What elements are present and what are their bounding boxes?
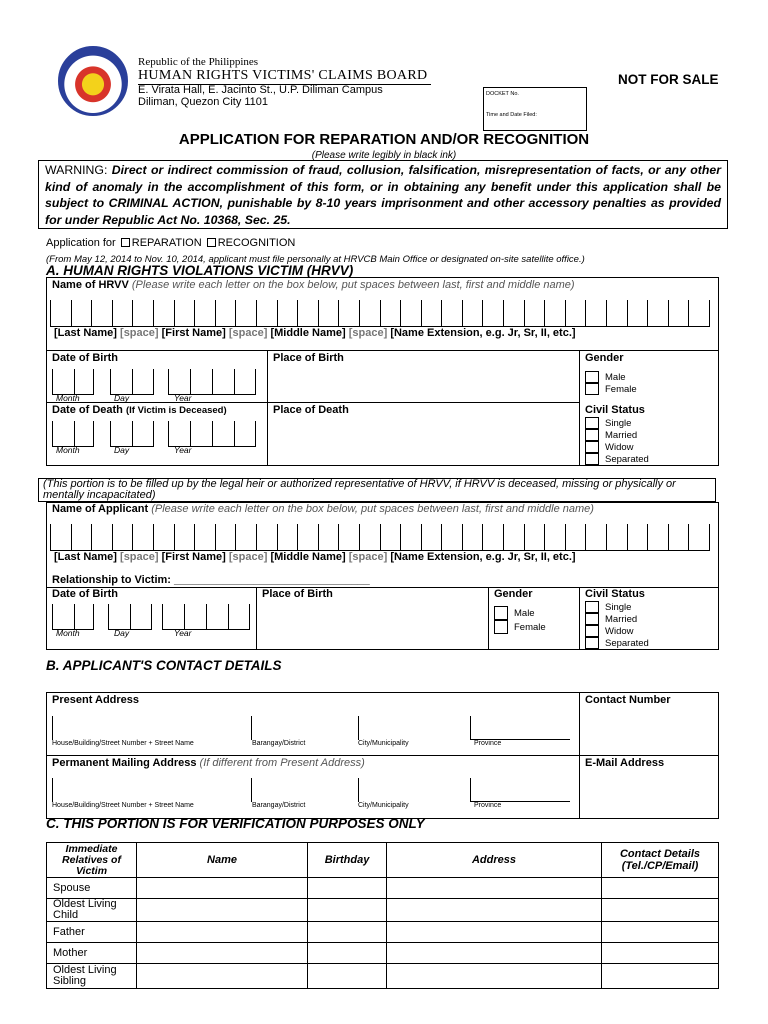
present-barangay-caption: Barangay/District — [252, 740, 306, 747]
board-address: E. Virata Hall, E. Jacinto St., U.P. Diliman Campus Diliman, Quezon City 1101 — [138, 84, 383, 108]
hrvv-civil-label: Civil Status — [585, 404, 645, 416]
applicant-gender-options[interactable]: Male Female — [494, 606, 546, 634]
header-address: Address — [387, 843, 602, 878]
applicant-dob-label: Date of Birth — [52, 588, 118, 600]
present-city-caption: City/Municipality — [358, 740, 409, 747]
hrvv-civil-options[interactable]: Single Married Widow Separated — [585, 417, 649, 465]
form-subtitle: (Please write legibly in black ink) — [311, 150, 457, 161]
permanent-barangay-caption: Barangay/District — [252, 802, 306, 809]
email-label: E-Mail Address — [585, 757, 665, 769]
hrvv-dod-month: Month — [56, 445, 80, 455]
present-address-label: Present Address — [52, 694, 140, 706]
form-title: APPLICATION FOR REPARATION AND/OR RECOGNITION — [178, 131, 590, 148]
republic-label: Republic of the Philippines — [138, 56, 259, 68]
board-name: HUMAN RIGHTS VICTIMS' CLAIMS BOARD — [138, 68, 431, 85]
present-province-caption: Province — [474, 740, 502, 747]
relationship-field[interactable]: Relationship to Victim: ________________________________ — [52, 574, 370, 586]
hrvv-dod-day: Day — [114, 445, 130, 455]
recognition-checkbox[interactable] — [207, 238, 216, 247]
hrvv-name-legend: [Last Name] [space] [First Name] [space] [Middle Name] [space] [Name Extension, e.g. Jr, Sr, II, etc.] — [54, 327, 576, 339]
application-type: Application for REPARATION RECOGNITION — [46, 237, 296, 249]
row-oldest-child: Oldest Living Child — [47, 899, 137, 922]
applicant-dob-day: Day — [114, 628, 130, 638]
hrvv-pob-label: Place of Birth — [273, 352, 344, 364]
row-oldest-sibling: Oldest Living Sibling — [47, 964, 137, 989]
permanent-house-caption: House/Building/Street Number + Street Name — [52, 802, 194, 809]
permanent-province-caption: Province — [474, 802, 502, 809]
applicant-dob-year: Year — [174, 628, 192, 638]
heir-note: (This portion is to be filled up by the legal heir or authorized representative of HRVV, if HRVV is deceased, missing or physically or mentally incapacitated) — [38, 478, 716, 502]
hrvv-dod-year: Year — [174, 445, 192, 455]
hrvv-pod-label: Place of Death — [273, 404, 349, 416]
header-birthday: Birthday — [308, 843, 387, 878]
permanent-address-label: Permanent Mailing Address (If different from Present Address) — [52, 757, 365, 769]
hrvv-dob-year: Year — [174, 393, 192, 403]
permanent-address-field[interactable] — [52, 778, 572, 802]
hrvv-name-label: Name of HRVV (Please write each letter on the box below, put spaces between last, first and middle name) — [52, 279, 575, 291]
hrvv-dob-boxes[interactable] — [52, 369, 256, 395]
hrvv-dob-day: Day — [114, 393, 130, 403]
applicant-name-boxes[interactable] — [50, 524, 710, 551]
applicant-dob-month: Month — [56, 628, 80, 638]
hrvv-dob-month: Month — [56, 393, 80, 403]
hrvv-gender-options[interactable]: Male Female — [585, 371, 637, 395]
applicant-name-legend: [Last Name] [space] [First Name] [space] [Middle Name] [space] [Name Extension, e.g. Jr, Sr, II, etc.] — [54, 551, 576, 563]
permanent-city-caption: City/Municipality — [358, 802, 409, 809]
applicant-name-label: Name of Applicant (Please write each letter on the box below, put spaces between last, first and middle name) — [52, 503, 594, 515]
reparation-checkbox[interactable] — [121, 238, 130, 247]
docket-box[interactable]: DOCKET No. Time and Date Filed: — [483, 87, 587, 131]
filing-note: (From May 12, 2014 to Nov. 10, 2014, applicant must file personally at HRVCB Main Office or designated on-site satellite office.) — [46, 254, 585, 265]
present-address-field[interactable] — [52, 716, 572, 740]
hrvv-gender-label: Gender — [585, 352, 624, 364]
applicant-dob-boxes[interactable] — [52, 604, 250, 630]
section-b-title: B. APPLICANT'S CONTACT DETAILS — [46, 658, 282, 673]
applicant-civil-options[interactable]: Single Married Widow Separated — [585, 601, 649, 649]
hrvv-name-boxes[interactable] — [50, 300, 710, 327]
present-house-caption: House/Building/Street Number + Street Name — [52, 740, 194, 747]
header-contact: Contact Details (Tel./CP/Email) — [602, 843, 719, 878]
section-a-title: A. HUMAN RIGHTS VIOLATIONS VICTIM (HRVV) — [46, 263, 354, 278]
hrvv-dod-boxes[interactable] — [52, 421, 256, 447]
contact-number-label: Contact Number — [585, 694, 671, 706]
applicant-pob-label: Place of Birth — [262, 588, 333, 600]
applicant-civil-label: Civil Status — [585, 588, 645, 600]
row-father: Father — [47, 922, 137, 943]
row-spouse: Spouse — [47, 878, 137, 899]
hrvv-dod-label: Date of Death (If Victim is Deceased) — [52, 404, 227, 416]
warning-box: WARNING: Direct or indirect commission of fraud, collusion, falsification, misrepresentation of facts, or any other kind of anomaly in the accomplishment of this form, or in obtaining any benefit under this application shall be subject to CRIMINAL ACTION, punishable by 8-10 years imprisonment and other accessory penalties as provided for under Republic Act No. 10368, Sec. 25. — [38, 160, 728, 229]
header-relatives: Immediate Relatives of Victim — [47, 843, 137, 878]
applicant-gender-label: Gender — [494, 588, 533, 600]
hrvv-dob-label: Date of Birth — [52, 352, 118, 364]
hrvcb-seal-logo — [58, 46, 128, 116]
header-name: Name — [137, 843, 308, 878]
section-c-title: C. THIS PORTION IS FOR VERIFICATION PURPOSES ONLY — [46, 816, 425, 831]
relatives-table — [46, 842, 719, 989]
not-for-sale-label: NOT FOR SALE — [618, 72, 719, 87]
row-mother: Mother — [47, 943, 137, 964]
